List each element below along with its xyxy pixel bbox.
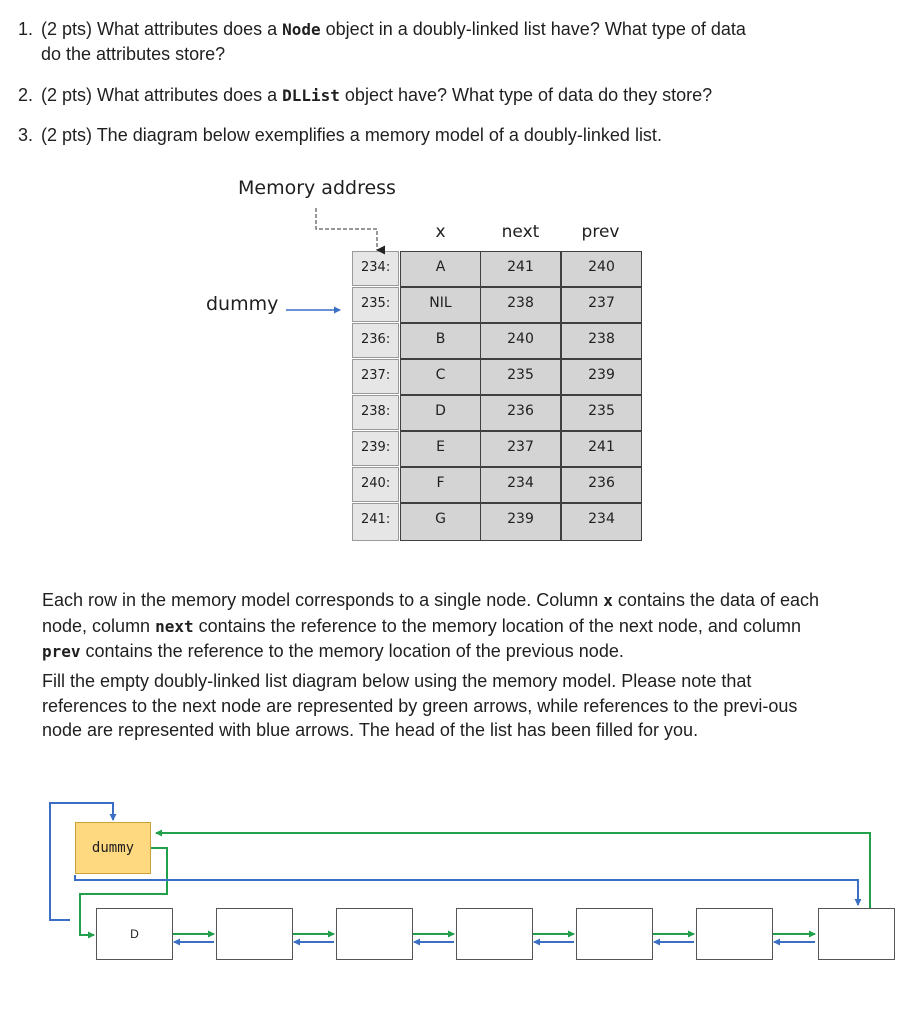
- address-cell: 240:: [352, 467, 399, 502]
- value-cell-next: 239: [480, 503, 561, 541]
- column-header-x: x: [435, 222, 446, 242]
- address-cell: 236:: [352, 323, 399, 358]
- memory-address-pointer: [316, 208, 377, 250]
- question-number: 2.: [18, 85, 34, 105]
- question-number: 3.: [18, 125, 34, 145]
- list-node[interactable]: [216, 908, 293, 960]
- address-cell: 241:: [352, 503, 399, 541]
- code-prev: prev: [42, 642, 81, 661]
- code-x: x: [603, 591, 613, 610]
- column-header-prev: prev: [581, 222, 620, 242]
- value-cell-next: 241: [480, 251, 561, 287]
- value-cell-x: G: [400, 503, 481, 541]
- value-cell-prev: 238: [561, 323, 642, 359]
- value-cell-prev: 236: [561, 467, 642, 503]
- value-cell-x: A: [400, 251, 481, 287]
- dummy-pointer-label: dummy: [206, 293, 279, 315]
- code-dllist: DLList: [282, 86, 340, 105]
- explanation-paragraph: Each row in the memory model corresponds to a single node. Column x contains the data of each node, column next contains the reference to the memory location of the next node, and column prev contains the reference to the memory location of the previous node.: [42, 590, 820, 661]
- list-node[interactable]: [456, 908, 533, 960]
- question-text: (2 pts) The diagram below exemplifies a memory model of a doubly-linked list.: [41, 125, 662, 145]
- instruction-paragraph: Fill the empty doubly-linked list diagram below using the memory model. Please note that references to the next node are represented by green arrows, while references to the previ-ous node are represented with blue arrows. The head of the list has been filled for you.: [42, 671, 798, 740]
- value-cell-x: F: [400, 467, 481, 503]
- last-next-to-dummy: [156, 833, 870, 908]
- code-next: next: [155, 616, 194, 636]
- list-node[interactable]: [818, 908, 895, 960]
- address-cell: 239:: [352, 431, 399, 466]
- list-node[interactable]: [336, 908, 413, 960]
- code-node: Node: [282, 20, 321, 39]
- value-cell-next: 236: [480, 395, 561, 431]
- memory-address-label: Memory address: [238, 177, 396, 199]
- value-cell-next: 240: [480, 323, 561, 359]
- value-cell-x: C: [400, 359, 481, 395]
- question-text: object have? What type of data do they store?: [339, 85, 713, 105]
- value-cell-x: NIL: [400, 287, 481, 323]
- value-cell-next: 235: [480, 359, 561, 395]
- value-cell-x: D: [400, 395, 481, 431]
- value-cell-prev: 234: [561, 503, 642, 541]
- value-cell-prev: 241: [561, 431, 642, 467]
- address-cell: 237:: [352, 359, 399, 394]
- list-node[interactable]: [576, 908, 653, 960]
- value-cell-x: B: [400, 323, 481, 359]
- question-text: (2 pts) What attributes does a: [41, 85, 283, 105]
- question-text: (2 pts) What attributes does a: [41, 19, 283, 39]
- address-cell: 235:: [352, 287, 399, 322]
- value-cell-next: 234: [480, 467, 561, 503]
- value-cell-next: 237: [480, 431, 561, 467]
- question-text: object in a doubly-linked list have? What type of data: [320, 19, 746, 39]
- value-cell-prev: 239: [561, 359, 642, 395]
- column-header-next: next: [501, 222, 540, 242]
- list-node[interactable]: [696, 908, 773, 960]
- list-node: D: [96, 908, 173, 960]
- dummy-node: dummy: [75, 822, 151, 874]
- value-cell-next: 238: [480, 287, 561, 323]
- question-text: do the attributes store?: [41, 44, 226, 64]
- dummy-prev-to-last: [75, 875, 858, 905]
- value-cell-prev: 235: [561, 395, 642, 431]
- question-number: 1.: [18, 19, 34, 39]
- address-cell: 234:: [352, 251, 399, 286]
- value-cell-prev: 237: [561, 287, 642, 323]
- value-cell-prev: 240: [561, 251, 642, 287]
- value-cell-x: E: [400, 431, 481, 467]
- address-cell: 238:: [352, 395, 399, 430]
